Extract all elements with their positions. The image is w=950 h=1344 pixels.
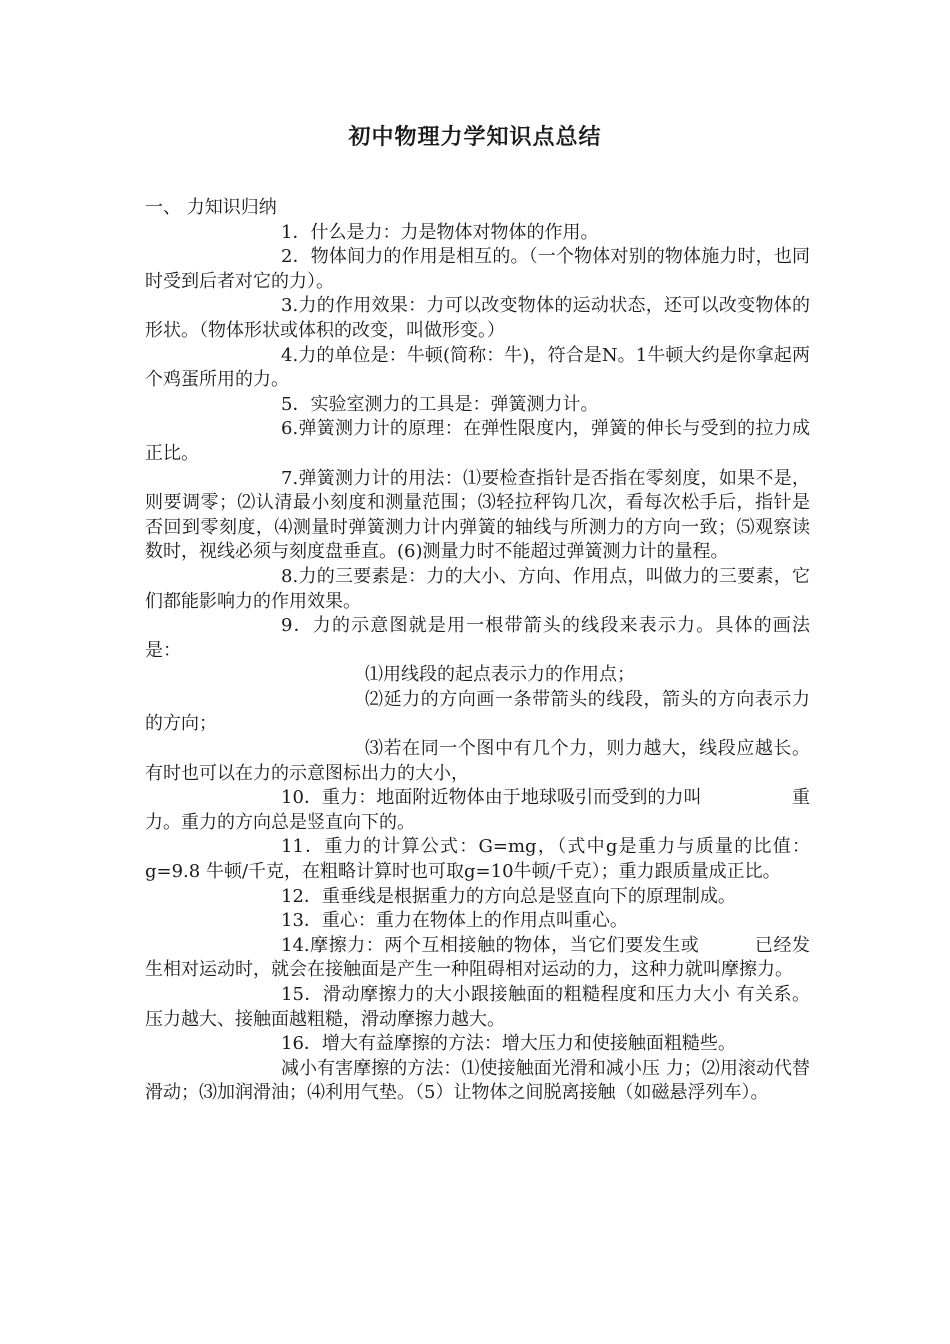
paragraph-7: 7.弹簧测力计的用法：⑴要检查指针是否指在零刻度，如果不是，则要调零；⑵认清最小刻度和测量范围；⑶轻拉秤钩几次，看每次松手后，指针是否回到零刻度，⑷测量时弹簧测力计内弹簧的轴线与所测力的方向一致；⑸观察读数时，视线必须与刻度盘垂直。(6)测量力时不能超过弹簧测力计的量程。 <box>145 467 810 563</box>
paragraph-6: 6.弹簧测力计的原理：在弹性限度内，弹簧的伸长与受到的拉力成正比。 <box>145 418 810 464</box>
paragraph-8: 8.力的三要素是：力的大小、方向、作用点，叫做力的三要素，它们都能影响力的作用效果。 <box>145 565 810 612</box>
paragraph-5: 5．实验室测力的工具是：弹簧测力计。 <box>281 393 599 415</box>
paragraph-1: 1．什么是力：力是物体对物体的作用。 <box>281 221 599 243</box>
paragraph-9-step-2: ⑵延力的方向画一条带箭头的线段，箭头的方向表示力的方向； <box>145 688 810 735</box>
paragraph-10: 10．重力：地面附近物体由于地球吸引而受到的力叫 重力。重力的方向总是竖直向下的。 <box>145 787 810 833</box>
paragraph-4: 4.力的单位是：牛顿(简称：牛)，符合是N。1牛顿大约是你拿起两个鸡蛋所用的力。 <box>145 344 810 391</box>
paragraph-9: 9．力的示意图就是用一根带箭头的线段来表示力。具体的画法是： <box>145 615 810 661</box>
paragraph-16: 16．增大有益摩擦的方法：增大压力和使接触面粗糙些。 <box>281 1033 736 1055</box>
paragraph-9-step-3: ⑶若在同一个图中有几个力，则力越大，线段应越长。有时也可以在力的示意图标出力的大小， <box>145 738 810 784</box>
document-title: 初中物理力学知识点总结 <box>348 124 602 150</box>
paragraph-14: 14.摩擦力：两个互相接触的物体，当它们要发生或 已经发生相对运动时，就会在接触面是产生一种阻碍相对运动的力，这种力就叫摩擦力。 <box>145 934 810 981</box>
paragraph-9-step-1: ⑴用线段的起点表示力的作用点； <box>365 664 635 686</box>
paragraph-17: 减小有害摩擦的方法：⑴使接触面光滑和减小压 力；⑵用滚动代替滑动；⑶加润滑油；⑷利用气垫。（5）让物体之间脱离接触（如磁悬浮列车）。 <box>145 1057 810 1104</box>
paragraph-15: 15．滑动摩擦力的大小跟接触面的粗糙程度和压力大小 有关系。压力越大、接触面越粗糙，滑动摩擦力越大。 <box>145 984 810 1030</box>
paragraph-2: 2．物体间力的作用是相互的。（一个物体对别的物体施力时，也同时受到后者对它的力）。 <box>145 246 810 292</box>
paragraph-3: 3.力的作用效果：力可以改变物体的运动状态，还可以改变物体的形状。（物体形状或体积的改变，叫做形变。） <box>145 295 810 341</box>
paragraph-12: 12．重垂线是根据重力的方向总是竖直向下的原理制成。 <box>281 885 736 907</box>
document-body <box>145 196 810 1106</box>
paragraph-13: 13．重心：重力在物体上的作用点叫重心。 <box>281 910 628 932</box>
section-heading: 一、 力知识归纳 <box>145 197 277 218</box>
paragraph-11: 11．重力的计算公式：G=mg，（式中g是重力与质量的比值：g=9.8 牛顿/千克，在粗略计算时也可取g=10牛顿/千克）；重力跟质量成正比。 <box>145 836 810 883</box>
